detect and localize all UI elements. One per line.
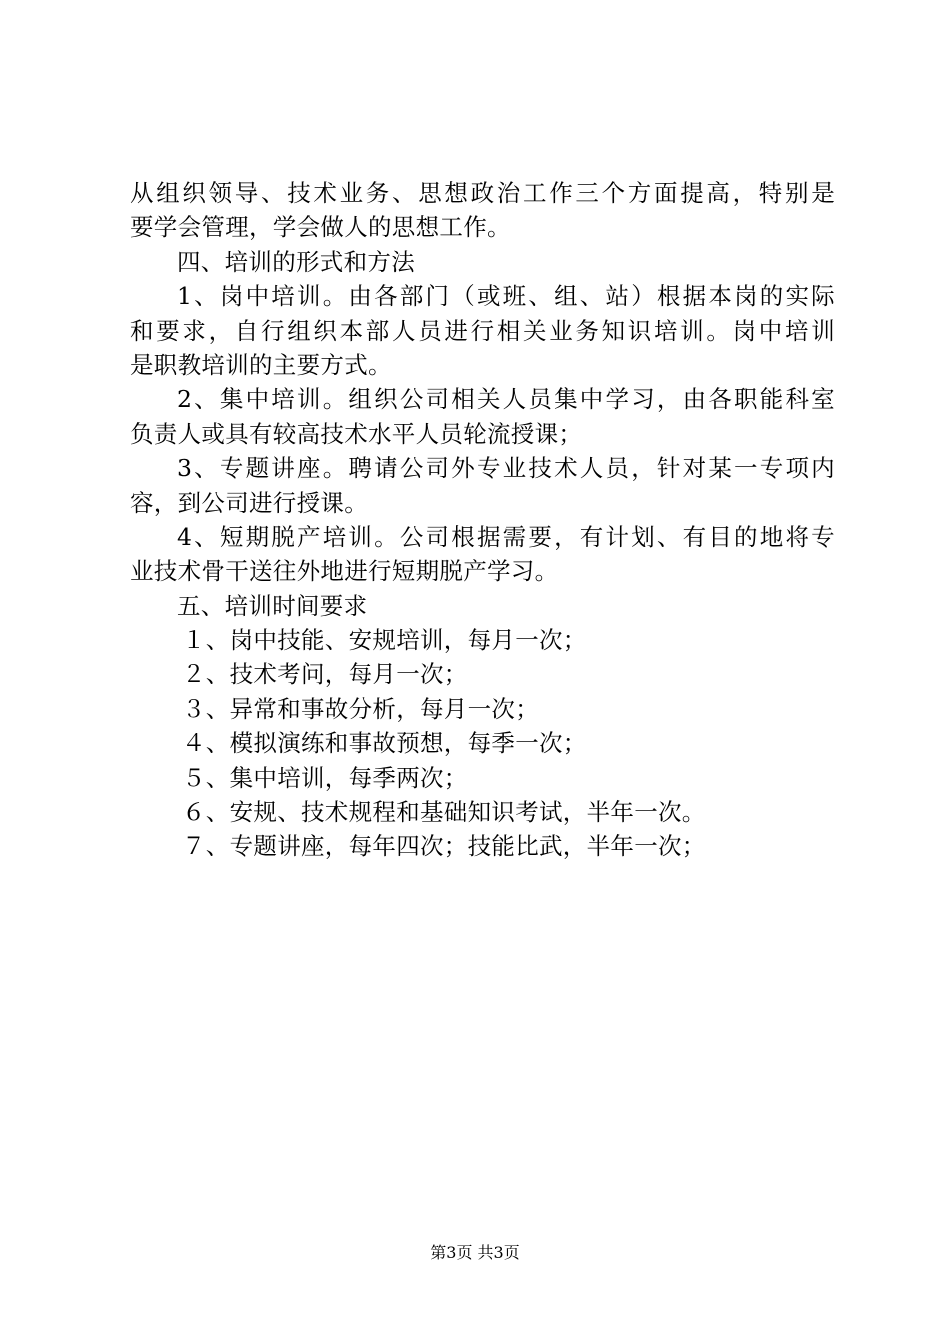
paragraph-line: 3、专题讲座。聘请公司外专业技术人员，针对某一专项内	[177, 454, 835, 483]
page-footer: 第3页 共3页	[430, 1243, 520, 1262]
paragraph-line: 2、集中培训。组织公司相关人员集中学习，由各职能科室	[177, 385, 835, 414]
list-item: ６、安规、技术规程和基础知识考试，半年一次。	[182, 798, 706, 827]
section-heading: 四、培训的形式和方法	[177, 247, 415, 276]
document-body	[130, 176, 835, 864]
list-item: ４、模拟演练和事故预想，每季一次；	[182, 729, 587, 758]
list-item: １、岗中技能、安规培训，每月一次；	[182, 626, 587, 655]
list-item: ３、异常和事故分析，每月一次；	[182, 694, 539, 723]
paragraph-line: 4、短期脱产培训。公司根据需要，有计划、有目的地将专	[177, 522, 835, 551]
paragraph-line: 业技术骨干送往外地进行短期脱产学习。	[130, 557, 559, 586]
paragraph-line: 从组织领导、技术业务、思想政治工作三个方面提高，特别是	[130, 179, 835, 207]
paragraph-line: 要学会管理，学会做人的思想工作。	[130, 213, 511, 242]
list-item: ７、专题讲座，每年四次；技能比武，半年一次；	[182, 832, 706, 861]
list-item: ５、集中培训，每季两次；	[182, 763, 468, 792]
paragraph-line: 是职教培训的主要方式。	[130, 350, 392, 379]
paragraph-line: 和要求，自行组织本部人员进行相关业务知识培训。岗中培训	[130, 316, 835, 345]
paragraph-line: 1、岗中培训。由各部门（或班、组、站）根据本岗的实际	[177, 282, 835, 311]
list-item: ２、技术考问，每月一次；	[182, 660, 468, 689]
paragraph-line: 容，到公司进行授课。	[130, 488, 368, 517]
paragraph-line: 负责人或具有较高技术水平人员轮流授课；	[130, 419, 583, 448]
section-heading: 五、培训时间要求	[177, 591, 368, 620]
